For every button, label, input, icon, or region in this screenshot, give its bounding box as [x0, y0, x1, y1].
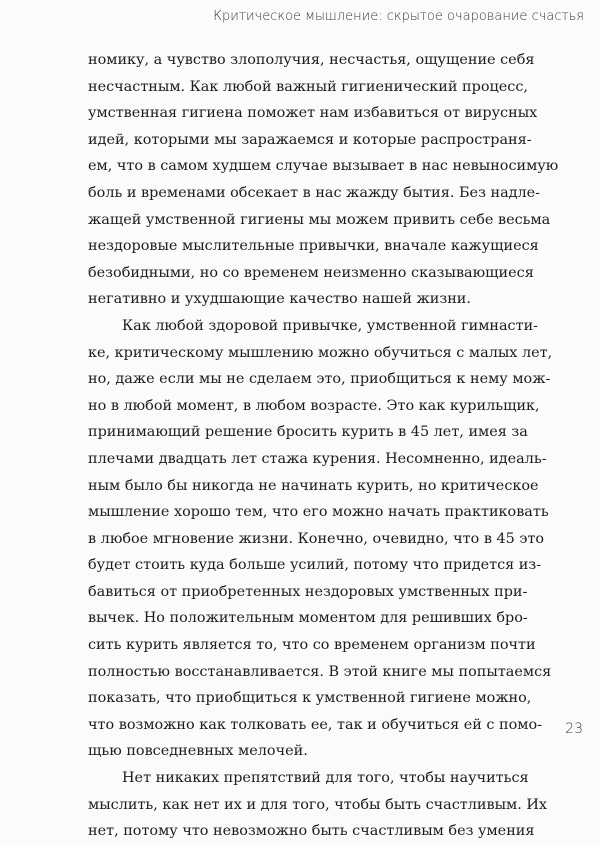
text-line: ке, критическому мышлению можно обучиться с малых лет,: [88, 344, 553, 361]
text-line: щью повседневных мелочей.: [88, 743, 308, 760]
running-head: Критическое мышление: скрытое очарование счастья: [213, 9, 584, 24]
text-line: номику, а чувство злополучия, несчастья, ощущение себя: [88, 52, 535, 68]
text-line: полностью восстанавливается. В этой книге мы попытаемся: [88, 663, 552, 680]
text-line: нет, потому что невозможно быть счастливым без умения: [88, 823, 535, 840]
page-number: 23: [565, 721, 583, 737]
text-line: ным было бы никогда не начинать курить, но критическое: [88, 477, 539, 494]
text-line: принимающий решение бросить курить в 45 лет, имея за: [88, 424, 528, 441]
text-line: нездоровые мыслительные привычки, вначале кажущиеся: [88, 238, 539, 255]
body-text: [88, 47, 559, 845]
text-line: мышление хорошо тем, что его можно начать практиковать: [88, 504, 549, 521]
text-line: Нет никаких препятствий для того, чтобы научиться: [122, 770, 529, 787]
text-line: умственная гигиена поможет нам избавиться от вирусных: [88, 105, 538, 122]
text-line: жащей умственной гигиены мы можем привить себе весьма: [88, 211, 551, 228]
text-line: сить курить является то, что со временем организм почти: [88, 637, 536, 654]
text-line: что возможно как толковать ее, так и обучиться ей с помо-: [88, 716, 543, 733]
text-line: идей, которыми мы заражаемся и которые распространя-: [88, 131, 532, 148]
text-line: но в любой момент, в любом возрасте. Это как курильщик,: [88, 397, 540, 414]
text-line: ем, что в самом худшем случае вызывает в нас невыносимую: [88, 158, 559, 175]
text-line: в любое мгновение жизни. Конечно, очевидно, что в 45 это: [88, 530, 545, 547]
text-line: несчастным. Как любой важный гигиенический процесс,: [88, 78, 528, 95]
text-line: боль и временами обсекает в нас жажду бытия. Без надле-: [88, 184, 541, 201]
text-line: вычек. Но положительным моментом для решивших бро-: [88, 610, 528, 627]
text-line: показать, что приобщиться к умственной гигиене можно,: [88, 690, 532, 707]
text-line: бавиться от приобретенных нездоровых умственных при-: [88, 583, 528, 600]
text-line: плечами двадцать лет стажа курения. Несомненно, идеаль-: [88, 450, 547, 467]
text-line: мыслить, как нет их и для того, чтобы быть счастливым. Их: [88, 796, 548, 813]
text-line: будет стоить куда больше усилий, потому что придется из-: [88, 557, 542, 574]
text-line: безобидными, но со временем неизменно сказывающиеся: [88, 264, 534, 281]
text-line: Как любой здоровой привычке, умственной гимнасти-: [122, 317, 539, 334]
text-line: но, даже если мы не сделаем это, приобщиться к нему мож-: [88, 371, 551, 388]
text-line: негативно и ухудшающие качество нашей жизни.: [88, 291, 471, 308]
